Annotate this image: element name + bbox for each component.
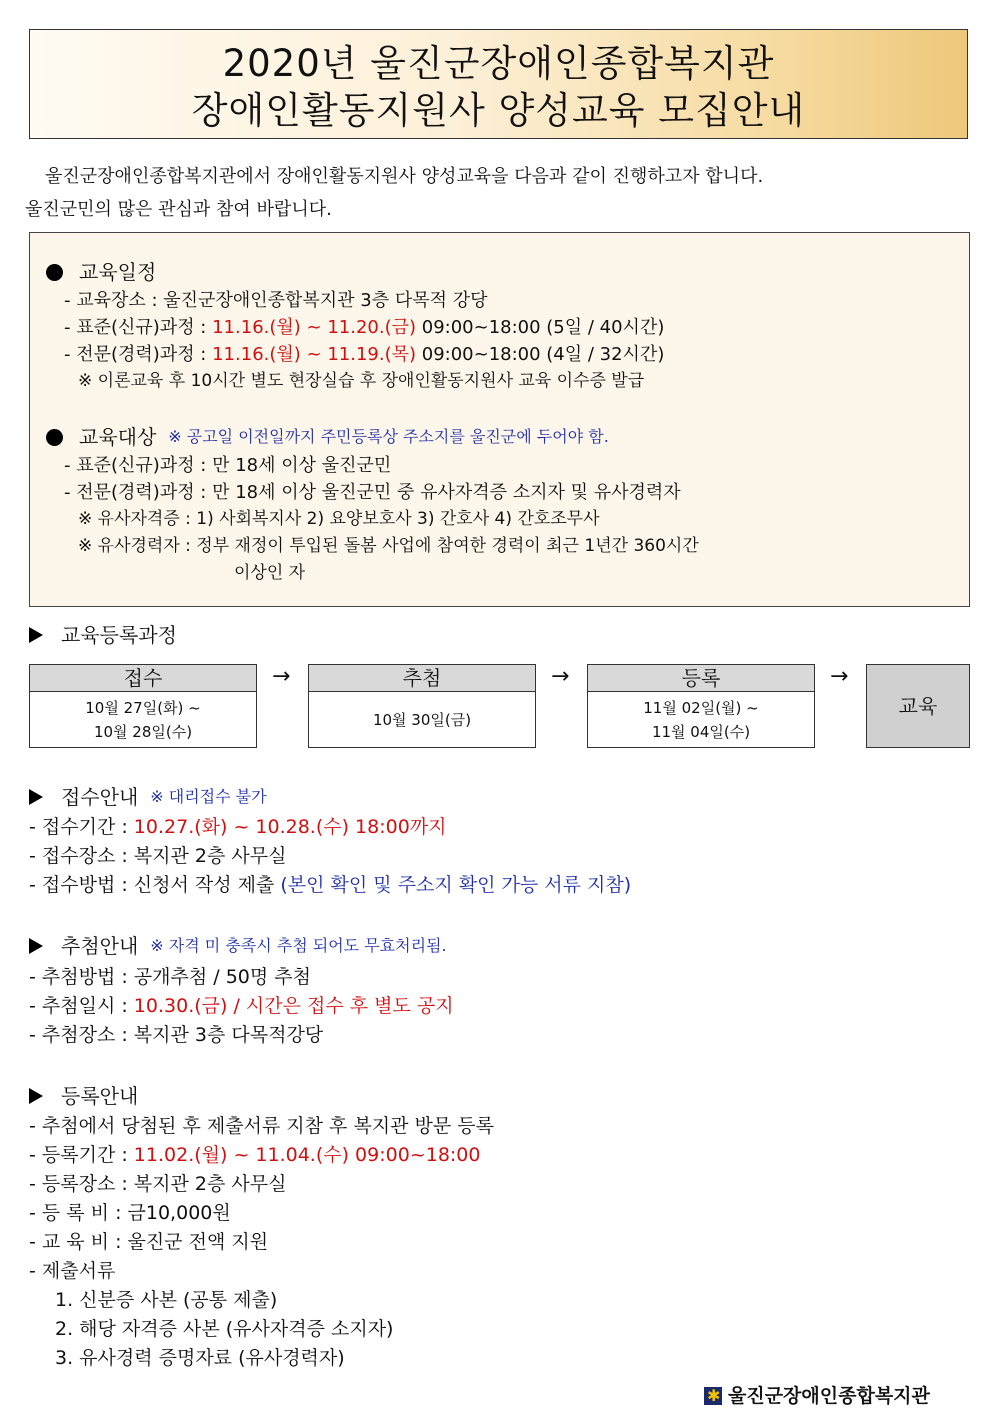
schedule-place: - 교육장소 : 울진군장애인종합복지관 3층 다목적 강당 bbox=[64, 290, 488, 311]
stage-lottery bbox=[308, 664, 536, 748]
target-career-note-cont: 이상인 자 bbox=[234, 563, 306, 583]
reception-place: - 접수장소 : 복지관 2층 사무실 bbox=[29, 845, 287, 867]
lottery-heading: 추첨안내 ※ 자격 미 충족시 추첨 되어도 무효처리됨. bbox=[29, 931, 447, 961]
stage-title: 접수 bbox=[30, 665, 256, 692]
organization-logo bbox=[702, 1381, 930, 1408]
schedule-note: ※ 이론교육 후 10시간 별도 현장실습 후 장애인활동지원사 교육 이수증 발급 bbox=[78, 371, 645, 391]
bullet-icon bbox=[46, 429, 63, 446]
process-flow bbox=[29, 664, 970, 750]
stage-title: 추첨 bbox=[309, 665, 535, 692]
lottery-method: - 추첨방법 : 공개추첨 / 50명 추첨 bbox=[29, 966, 311, 988]
logo-icon: ✱ bbox=[702, 1385, 724, 1405]
reception-heading: 접수안내 ※ 대리접수 불가 bbox=[29, 782, 267, 812]
title-banner bbox=[29, 29, 968, 139]
page-title-line1: 2020년 울진군장애인종합복지관 bbox=[222, 42, 775, 85]
target-note: ※ 공고일 이전일까지 주민등록상 주소지를 울진군에 두어야 함. bbox=[168, 427, 609, 446]
stage-date: 10월 27일(화) ~ bbox=[85, 699, 201, 717]
stage-education: 교육 bbox=[866, 664, 970, 748]
page-title-line2: 장애인활동지원사 양성교육 모집안내 bbox=[191, 89, 806, 132]
process-heading: 교육등록과정 bbox=[29, 620, 177, 650]
triangle-bullet-icon bbox=[29, 627, 43, 643]
target-standard: - 표준(신규)과정 : 만 18세 이상 울진군민 bbox=[64, 455, 392, 476]
education-fee: - 교 육 비 : 울진군 전액 지원 bbox=[29, 1231, 269, 1253]
lottery-place: - 추첨장소 : 복지관 3층 다목적강당 bbox=[29, 1024, 324, 1046]
stage-date: 10월 28일(수) bbox=[93, 723, 193, 741]
target-heading bbox=[46, 422, 969, 452]
reception-method: - 접수방법 : 신청서 작성 제출 (본인 확인 및 주소지 확인 가능 서류 지참) bbox=[29, 874, 632, 896]
right-arrow-icon: → bbox=[830, 664, 849, 689]
stage-reception bbox=[29, 664, 257, 748]
stage-date: 11월 02일(월) ~ bbox=[643, 699, 759, 717]
registration-place: - 등록장소 : 복지관 2층 사무실 bbox=[29, 1173, 287, 1195]
stage-date: 10월 30일(금) bbox=[372, 711, 472, 729]
target-heading-text: 교육대상 bbox=[79, 425, 157, 449]
target-cert-note: ※ 유사자격증 : 1) 사회복지사 2) 요양보호사 3) 간호사 4) 간호조무사 bbox=[78, 509, 600, 529]
triangle-bullet-icon bbox=[29, 789, 43, 805]
schedule-heading-text: 교육일정 bbox=[79, 260, 157, 284]
target-career-note: ※ 유사경력자 : 정부 재정이 투입된 돌봄 사업에 참여한 경력이 최근 1년간 360시간 bbox=[78, 536, 699, 556]
schedule-expert: - 전문(경력)과정 : 11.16.(월) ~ 11.19.(목) 09:00~18:00 (4일 / 32시간) bbox=[64, 344, 665, 365]
lottery-note: ※ 자격 미 충족시 추첨 되어도 무효처리됨. bbox=[150, 936, 447, 955]
intro-line2: 울진군민의 많은 관심과 참여 바랍니다. bbox=[25, 199, 332, 220]
education-info-box bbox=[29, 232, 970, 607]
target-expert: - 전문(경력)과정 : 만 18세 이상 울진군민 중 유사자격증 소지자 및 유사경력자 bbox=[64, 482, 681, 503]
lottery-date: - 추첨일시 : 10.30.(금) / 시간은 접수 후 별도 공지 bbox=[29, 995, 454, 1017]
document-item: 2. 해당 자격증 사본 (유사자격증 소지자) bbox=[55, 1318, 394, 1340]
lottery-details bbox=[29, 963, 454, 1050]
right-arrow-icon: → bbox=[272, 664, 291, 689]
reception-details bbox=[29, 813, 631, 900]
reception-note: ※ 대리접수 불가 bbox=[150, 787, 267, 806]
organization-name: 울진군장애인종합복지관 bbox=[728, 1385, 930, 1407]
stage-date: 11월 04일(수) bbox=[651, 723, 751, 741]
bullet-icon bbox=[46, 264, 63, 281]
registration-period: - 등록기간 : 11.02.(월) ~ 11.04.(수) 09:00~18:00 bbox=[29, 1144, 481, 1166]
stage-title: 등록 bbox=[588, 665, 814, 692]
document-item: 1. 신분증 사본 (공통 제출) bbox=[55, 1289, 278, 1311]
triangle-bullet-icon bbox=[29, 938, 43, 954]
documents-heading: - 제출서류 bbox=[29, 1260, 116, 1282]
right-arrow-icon: → bbox=[551, 664, 570, 689]
reception-period: - 접수기간 : 10.27.(화) ~ 10.28.(수) 18:00까지 bbox=[29, 816, 447, 838]
registration-line1: - 추첨에서 당첨된 후 제출서류 지참 후 복지관 방문 등록 bbox=[29, 1115, 495, 1137]
schedule-standard: - 표준(신규)과정 : 11.16.(월) ~ 11.20.(금) 09:00~18:00 (5일 / 40시간) bbox=[64, 317, 665, 338]
registration-heading: 등록안내 bbox=[29, 1081, 138, 1111]
schedule-heading bbox=[46, 257, 969, 287]
intro-line1: 울진군장애인종합복지관에서 장애인활동지원사 양성교육을 다음과 같이 진행하고자 합니다. bbox=[45, 166, 764, 187]
intro-paragraph bbox=[25, 160, 970, 226]
stage-registration bbox=[587, 664, 815, 748]
registration-details bbox=[29, 1112, 494, 1373]
registration-fee: - 등 록 비 : 금10,000원 bbox=[29, 1202, 231, 1224]
document-item: 3. 유사경력 증명자료 (유사경력자) bbox=[55, 1347, 345, 1369]
triangle-bullet-icon bbox=[29, 1088, 43, 1104]
